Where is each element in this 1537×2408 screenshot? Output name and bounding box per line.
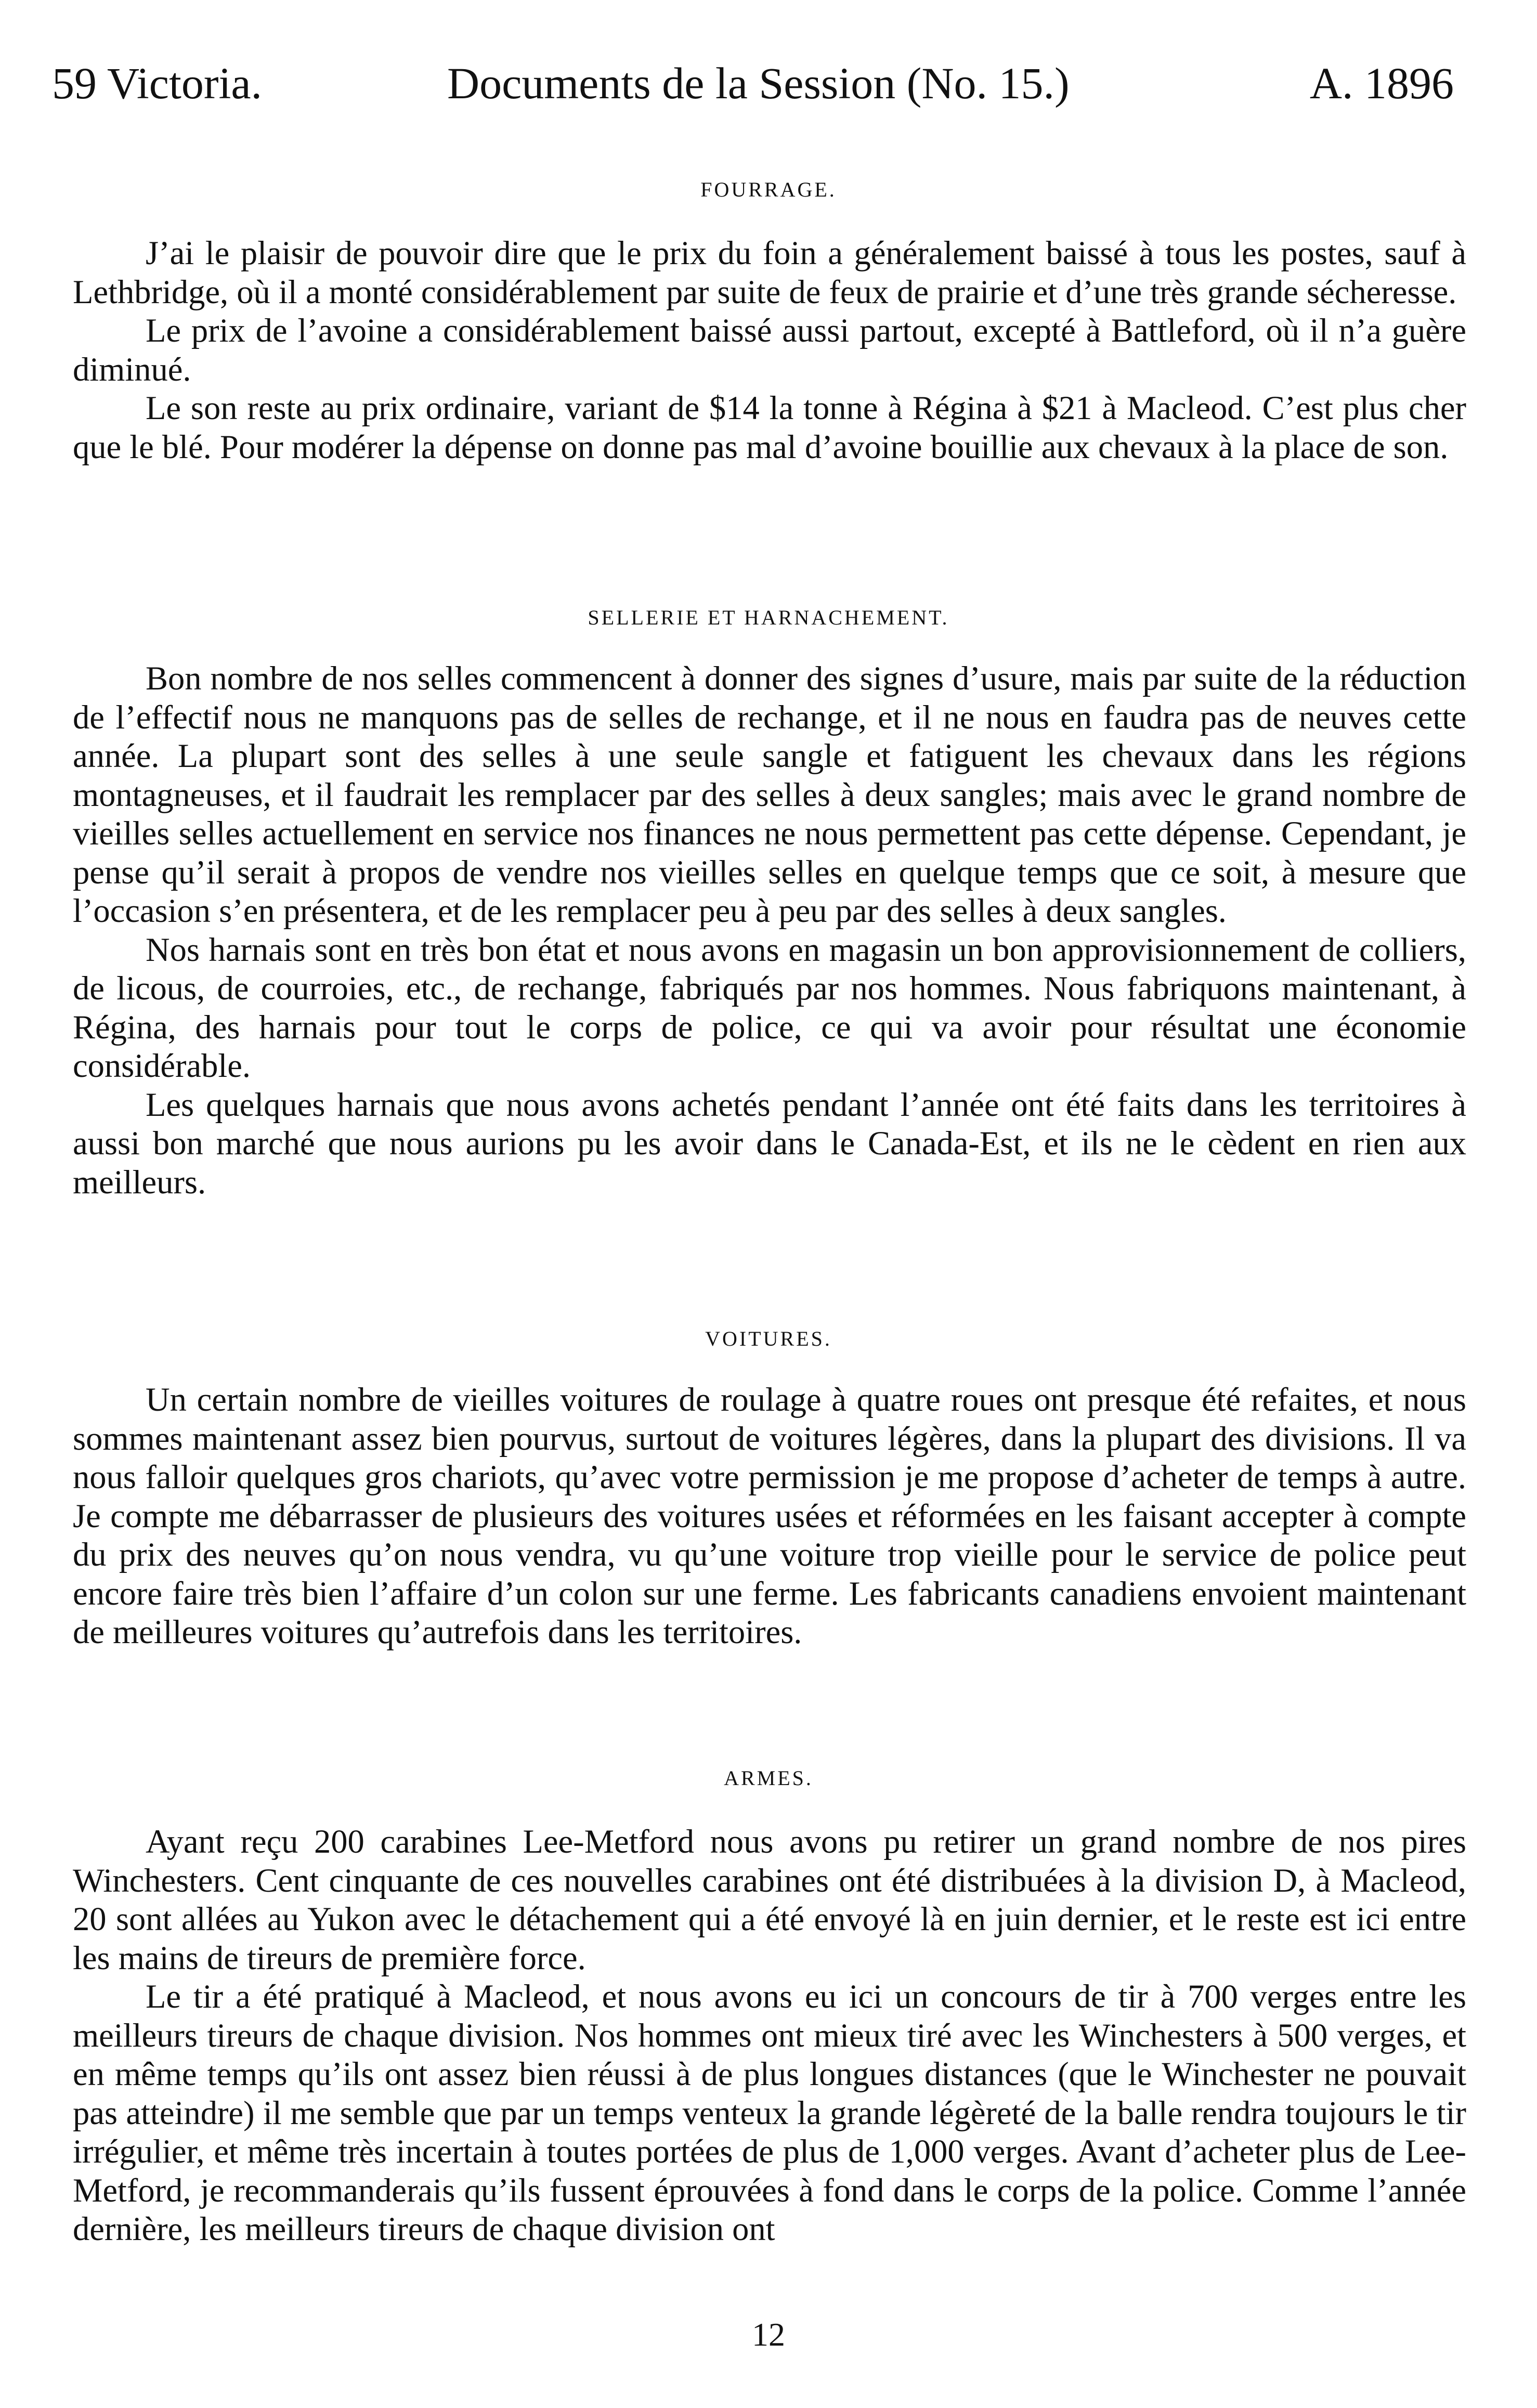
section-heading-fourrage: FOURRAGE. (700, 178, 837, 201)
header-volume: 59 Victoria. (52, 58, 263, 108)
paragraph: Le son reste au prix ordinaire, variant de $14 la tonne à Régina à $21 à Macleod. C’est plus cher que le blé. Pour modérer la dépense on donne pas mal d’avoine bouillie aux chevaux à la place de son. (73, 389, 1466, 465)
paragraph: Le prix de l’avoine a considérablement baissé aussi partout, excepté à Battleford, où il n’a guère diminué. (73, 312, 1466, 388)
paragraph: Les quelques harnais que nous avons achetés pendant l’année ont été faits dans les territoires à aussi bon marché que nous aurions pu les avoir dans le Canada-Est, et ils ne le cèdent en rien aux meilleurs. (73, 1086, 1466, 1201)
running-header (52, 55, 1485, 112)
section-heading-sellerie: SELLERIE ET HARNACHEMENT. (588, 606, 949, 629)
header-year: A. 1896 (1309, 58, 1454, 108)
header-title: Documents de la Session (No. 15.) (447, 58, 1070, 108)
paragraph: Un certain nombre de vieilles voitures de roulage à quatre roues ont presque été refaites, et nous sommes maintenant assez bien pourvus, surtout de voitures légères, dans la plupart des divisions. Il va nous falloir quelques gros chariots, qu’avec votre permission je me propose d’acheter de temps à autre. Je compte me débarrasser de plusieurs des voitures usées et réformées en les faisant accepter à compte du prix des neuves qu’on nous vendra, vu qu’une voiture trop vieille pour le service de police peut encore faire très bien l’affaire d’un colon sur une ferme. Les fabricants canadiens envoient maintenant de meilleures voitures qu’autrefois dans les territoires. (73, 1381, 1466, 1650)
section-fourrage (73, 234, 1466, 466)
section-sellerie (73, 659, 1466, 1202)
paragraph: Nos harnais sont en très bon état et nous avons en magasin un bon approvisionnement de colliers, de licous, de courroies, etc., de rechange, fabriqués par nos hommes. Nous fabriquons maintenant, à Régina, des harnais pour tout le corps de police, ce qui va avoir pour résultat une économie considérable. (73, 931, 1466, 1084)
paragraph: Le tir a été pratiqué à Macleod, et nous avons eu ici un concours de tir à 700 verges entre les meilleurs tireurs de chaque division. Nos hommes ont mieux tiré avec les Winchesters à 500 verges, et en même temps qu’ils ont assez bien réussi à de plus longues distances (que le Winchester ne pouvait pas atteindre) il me semble que par un temps venteux la grande légèreté de la balle rendra toujours le tir irrégulier, et même très incertain à toutes portées de plus de 1,000 verges. Avant d’acheter plus de Lee-Metford, je recommanderais qu’ils fussent éprouvées à fond dans le corps de la police. Comme l’année dernière, les meilleurs tireurs de chaque division ont (73, 1978, 1466, 2247)
section-heading-armes: ARMES. (724, 1766, 813, 1790)
paragraph: Ayant reçu 200 carabines Lee-Metford nous avons pu retirer un grand nombre de nos pires Winchesters. Cent cinquante de ces nouvelles carabines ont été distribuées à la division D, à Macleod, 20 sont allées au Yukon avec le détachement qui a été envoyé là en juin dernier, et le reste est ici entre les mains de tireurs de première force. (73, 1823, 1466, 1976)
section-voitures (73, 1381, 1466, 1652)
paragraph: Bon nombre de nos selles commencent à donner des signes d’usure, mais par suite de la réduction de l’effectif nous ne manquons pas de selles de rechange, et il ne nous en faudra pas de neuves cette année. La plupart sont des selles à une seule sangle et fatiguent les chevaux dans les régions montagneuses, et il faudrait les remplacer par des selles à deux sangles; mais avec le grand nombre de vieilles selles actuellement en service nos finances ne nous permettent pas cette dépense. Cependant, je pense qu’il serait à propos de vendre nos vieilles selles en quelque temps que ce soit, à mesure que l’occasion s’en présentera, et de les remplacer peu à peu par des selles à deux sangles. (73, 660, 1466, 929)
section-armes (73, 1823, 1466, 2249)
section-heading-voitures: VOITURES. (705, 1327, 832, 1350)
paragraph: J’ai le plaisir de pouvoir dire que le prix du foin a généralement baissé à tous les postes, sauf à Lethbridge, où il a monté considérablement par suite de feux de prairie et d’une très grande sécheresse. (73, 235, 1466, 310)
page-number: 12 (752, 2316, 785, 2353)
